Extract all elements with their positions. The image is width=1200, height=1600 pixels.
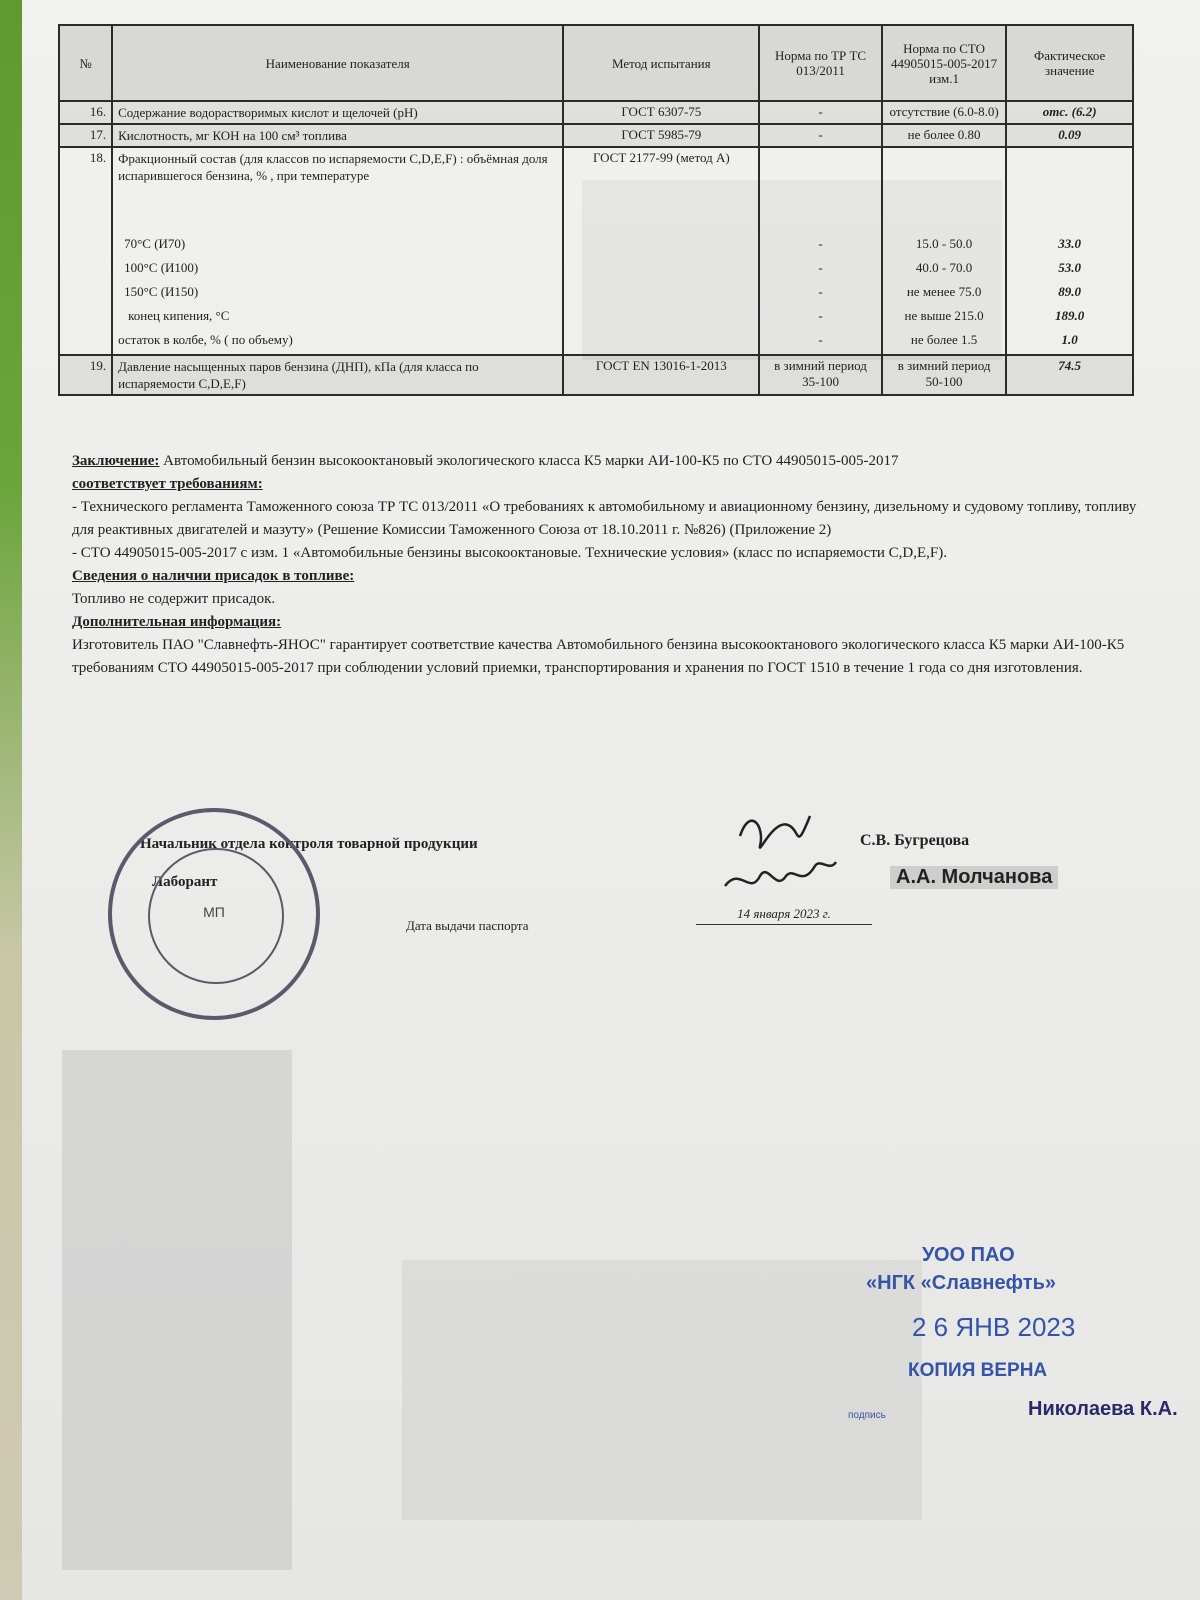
subrow-norm-sto: не менее 75.0 xyxy=(906,284,982,299)
subrow-fact: 53.0 xyxy=(1058,260,1082,275)
header-method: Метод испытания xyxy=(563,25,759,101)
row-name: Кислотность, мг КОН на 100 см³ топлива xyxy=(112,124,563,147)
row-norm-tr: - xyxy=(759,101,882,124)
subrow-label: 70°С (И70) xyxy=(124,236,186,251)
stamp-line1: УОО ПАО xyxy=(922,1244,1015,1266)
quality-table xyxy=(58,24,1134,396)
row-name xyxy=(112,147,563,355)
subrow-fact: 189.0 xyxy=(1055,308,1085,323)
row-num: 16. xyxy=(59,101,112,124)
subrow-label: конец кипения, °С xyxy=(128,308,230,323)
stamp-name: Николаева К.А. xyxy=(1028,1398,1178,1420)
signature-chief xyxy=(740,816,810,848)
subrow-norm-tr: - xyxy=(818,284,823,299)
header-num: № xyxy=(59,25,112,101)
subrow-norm-tr: - xyxy=(818,260,823,275)
row-method: ГОСТ EN 13016-1-2013 xyxy=(563,355,759,395)
issue-label: Дата выдачи паспорта xyxy=(406,918,529,933)
row-norm-sto: не более 0.80 xyxy=(882,124,1007,147)
conclusion-text: Автомобильный бензин высокооктановый экологического класса К5 марки АИ-100-К5 по СТО 44905015-005-2017 xyxy=(163,453,899,469)
subrow-label: 150°С (И150) xyxy=(124,284,199,299)
row-num: 18. xyxy=(59,147,112,355)
conclusion-block xyxy=(72,450,1142,680)
row-norm-sto xyxy=(882,147,1007,355)
conclusion-line xyxy=(72,450,1142,473)
stamp-date: 2 6 ЯНВ 2023 xyxy=(912,1312,1076,1342)
round-seal xyxy=(108,808,320,1020)
stamp-signature-label: подпись xyxy=(848,1410,886,1421)
header-norm-tr: Норма по ТР ТС 013/2011 xyxy=(759,25,882,101)
subrow-norm-sto: не более 1.5 xyxy=(910,332,978,347)
row-norm-sto: отсутствие (6.0-8.0) xyxy=(882,101,1007,124)
row-fact: 0.09 xyxy=(1006,124,1133,147)
subrow-label: 100°С (И100) xyxy=(124,260,199,275)
subrow-label: остаток в колбе, % ( по объему) xyxy=(118,332,293,347)
copy-noise-left xyxy=(62,1050,292,1570)
chief-title: Начальник отдела контроля товарной продукции xyxy=(140,836,478,852)
row-num: 19. xyxy=(59,355,112,395)
subrow-norm-sto: 15.0 - 50.0 xyxy=(915,236,973,251)
additional-text: Изготовитель ПАО "Славнефть-ЯНОС" гарантирует соответствие качества Автомобильного бензина высокооктанового экологического класса К5 марки АИ-100-К5 требованиям СТО 44905015-005-2017 при соблюдении условий приемки, транспортирования и хранения по ГОСТ 1510 в течение 1 года со дня изготовления. xyxy=(72,637,1125,676)
table-row xyxy=(59,355,1133,395)
conclusion-item-1: - Технического регламента Таможенного союза ТР ТС 013/2011 «О требованиях к автомобильному и авиационному бензину, дизельному и судовому топливу, топливу для реактивных двигателей и мазуту» (Решение Комиссии Таможенного Союза от 18.10.2011 г. №826) (Приложение 2) xyxy=(72,499,1137,538)
table-row xyxy=(59,101,1133,124)
fractional-heading: Фракционный состав (для классов по испаряемости C,D,E,F) : объёмная доля испарившегося бензина, % , при температуре xyxy=(118,151,548,183)
subrow-norm-tr: - xyxy=(818,332,823,347)
complies-label: соответствует требованиям: xyxy=(72,476,263,492)
row-norm-tr: в зимний период 35-100 xyxy=(759,355,882,395)
subrow-fact: 33.0 xyxy=(1058,236,1082,251)
subrow-norm-sto: не выше 215.0 xyxy=(904,308,984,323)
chief-name: С.В. Бугрецова xyxy=(860,832,970,849)
seal-mp: МП xyxy=(203,904,225,920)
lab-name: А.А. Молчанова xyxy=(890,866,1058,889)
row-norm-sto: в зимний период 50-100 xyxy=(882,355,1007,395)
row-num: 17. xyxy=(59,124,112,147)
additional-label: Дополнительная информация: xyxy=(72,614,282,630)
table-row xyxy=(59,124,1133,147)
row-name: Содержание водорастворимых кислот и щелочей (pH) xyxy=(112,101,563,124)
row-fact xyxy=(1006,147,1133,355)
subrow-fact: 1.0 xyxy=(1061,332,1078,347)
issue-date: 14 января 2023 г. xyxy=(696,906,872,925)
row-method: ГОСТ 6307-75 xyxy=(563,101,759,124)
header-norm-sto: Норма по СТО 44905015-005-2017 изм.1 xyxy=(882,25,1007,101)
row-method: ГОСТ 2177-99 (метод А) xyxy=(563,147,759,355)
row-method: ГОСТ 5985-79 xyxy=(563,124,759,147)
conclusion-label: Заключение: xyxy=(72,453,160,469)
signature-marks xyxy=(720,796,840,906)
row-fact: 74.5 xyxy=(1006,355,1133,395)
copy-noise-bottom xyxy=(402,1260,922,1520)
row-norm-tr xyxy=(759,147,882,355)
additives-text: Топливо не содержит присадок. xyxy=(72,591,276,607)
subrow-norm-sto: 40.0 - 70.0 xyxy=(915,260,973,275)
conclusion-item-2: - СТО 44905015-005-2017 с изм. 1 «Автомобильные бензины высокооктановые. Технические условия» (класс по испаряемости C,D,E,F). xyxy=(72,545,947,561)
subrow-fact: 89.0 xyxy=(1058,284,1082,299)
table-row-fractional xyxy=(59,147,1133,355)
subrow-norm-tr: - xyxy=(818,236,823,251)
additives-label: Сведения о наличии присадок в топливе: xyxy=(72,568,355,584)
lab-title: Лаборант xyxy=(152,874,218,890)
row-norm-tr: - xyxy=(759,124,882,147)
signature-lab xyxy=(725,862,836,886)
row-name: Давление насыщенных паров бензина (ДНП), кПа (для класса по испаряемости C,D,E,F) xyxy=(112,355,563,395)
header-fact: Фактическое значение xyxy=(1006,25,1133,101)
stamp-line2: «НГК «Славнефть» xyxy=(866,1272,1057,1294)
stamp-line3: КОПИЯ ВЕРНА xyxy=(908,1360,1048,1381)
header-name: Наименование показателя xyxy=(112,25,563,101)
table-header-row xyxy=(59,25,1133,101)
subrow-norm-tr: - xyxy=(818,308,823,323)
row-fact: отс. (6.2) xyxy=(1006,101,1133,124)
